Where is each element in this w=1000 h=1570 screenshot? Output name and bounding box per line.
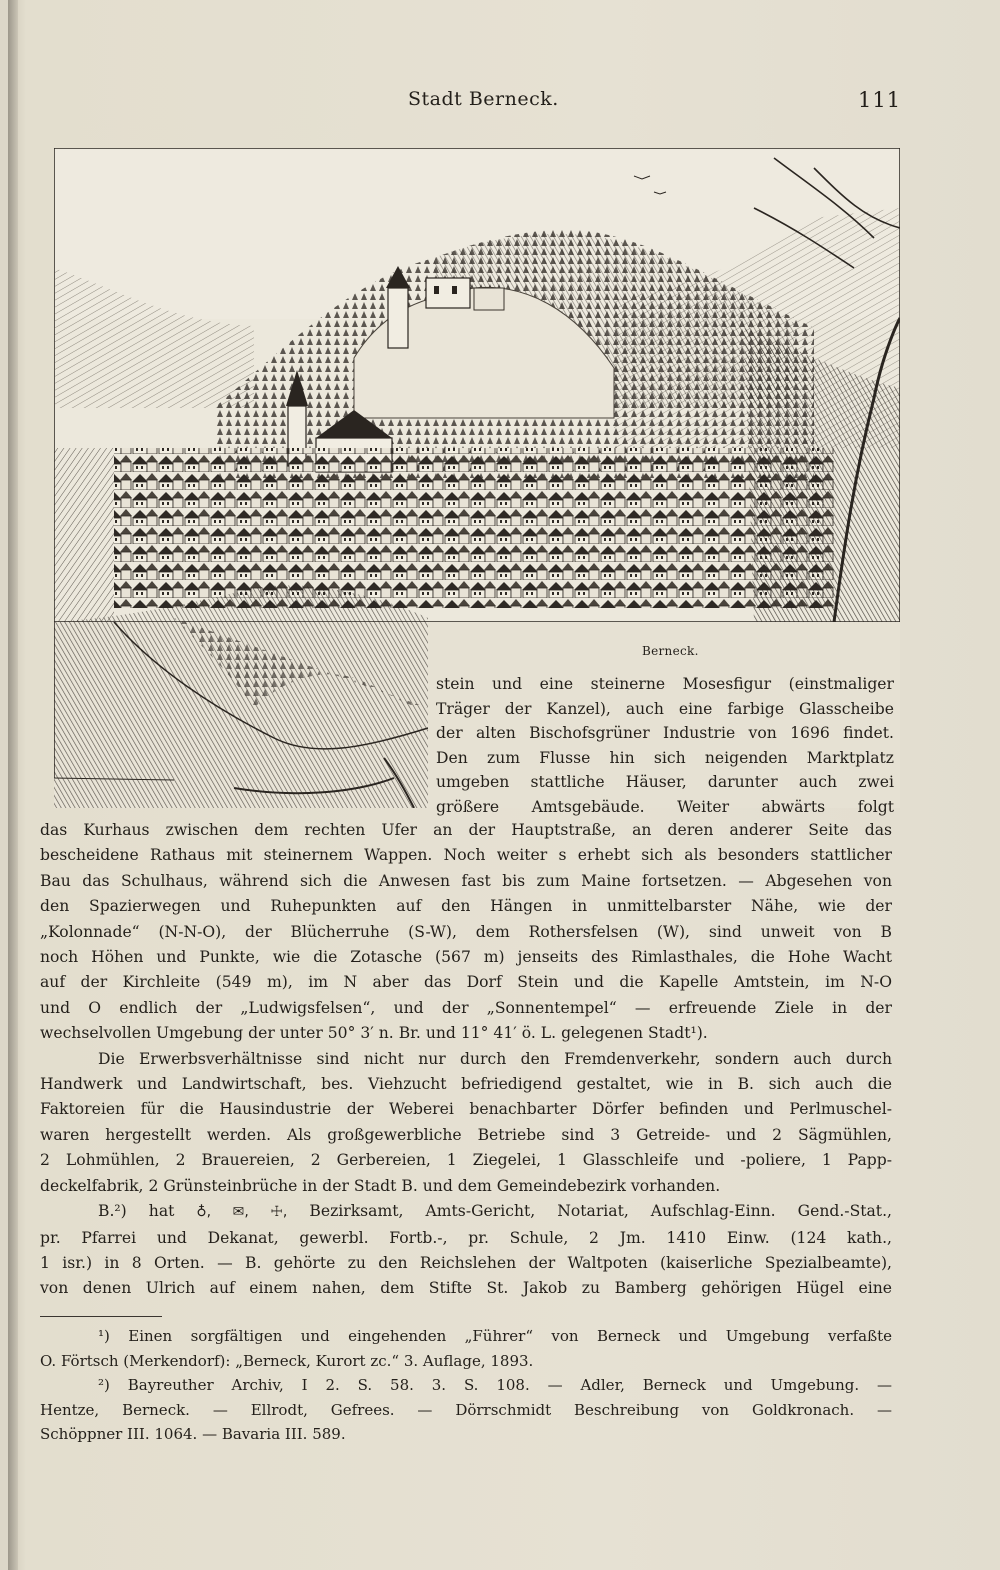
page-number: 111 (858, 88, 902, 112)
footnote-line: ²) Bayreuther Archiv, I 2. S. 58. 3. S. 108. — Adler, Berneck und Umgebung. — (98, 1376, 892, 1395)
footnotes (40, 1324, 892, 1447)
text-line: auf der Kirchleite (549 m), im N aber das Dorf Stein und die Kapelle Amtstein, im N-O (40, 973, 892, 992)
footnote-line: Schöppner III. 1064. — Bavaria III. 589. (40, 1425, 346, 1444)
text-line: stein und eine steinerne Mosesfigur (einstmaliger (436, 675, 894, 693)
text-line: umgeben stattliche Häuser, darunter auch zwei (436, 773, 894, 791)
text-line: Träger der Kanzel), auch eine farbige Glasscheibe (436, 699, 894, 718)
text-line: waren hergestellt werden. Als großgewerbliche Betriebe sind 3 Getreide- und 2 Sägmühlen, (40, 1125, 892, 1144)
paragraph-prefix: B.²) hat (98, 1202, 175, 1221)
text-line: der alten Bischofsgrüner Industrie von 1696 findet. (436, 724, 894, 742)
footnote-line: Hentze, Berneck. — Ellrodt, Gefrees. — Dörrschmidt Beschreibung von Goldkronach. — (40, 1400, 892, 1419)
footnote-line: ¹) Einen sorgfältigen und eingehenden „Führer“ von Berneck und Umgebung verfaßte (98, 1327, 892, 1345)
text-line: Bau das Schulhaus, während sich die Anwesen fast bis zum Maine fortsetzen. — Abgesehen von (40, 871, 892, 890)
text-line: deckelfabrik, 2 Grünsteinbrüche in der Stadt B. und dem Gemeindebezirk vorhanden. (40, 1176, 721, 1195)
illustration-caption: Berneck. (642, 644, 699, 658)
text-line: Die Erwerbsverhältnisse sind nicht nur durch den Fremdenverkehr, sondern auch durch (98, 1049, 892, 1068)
text-line: von denen Ulrich auf einem nahen, dem Stifte St. Jakob zu Bamberg gehörigen Hügel eine (40, 1279, 892, 1298)
text-line: den Spazierwegen und Ruhepunkten auf den Hängen in unmittelbarster Nähe, wie der (40, 897, 892, 916)
text-line: 1 isr.) in 8 Orten. — B. gehörte zu den Reichslehen der Waltpoten (kaiserliche Spezialbeamte), (40, 1253, 892, 1272)
text-line: Handwerk und Landwirtschaft, bes. Viehzucht befriedigend gestaltet, wie in B. sich auch die (40, 1075, 892, 1094)
text-line: noch Höhen und Punkte, wie die Zotasche (567 m) jenseits des Rimlasthales, die Hohe Wacht (40, 948, 892, 967)
main-text (40, 818, 892, 1302)
running-head: Stadt Berneck. (408, 88, 559, 110)
text-line (40, 1199, 892, 1225)
text-line: Faktoreien für die Hausindustrie der Weberei benachbarter Dörfer befinden und Perlmuschel- (40, 1100, 892, 1119)
page-gutter-shadow (8, 0, 18, 1570)
text-line: und O endlich der „Ludwigsfelsen“, und der „Sonnentempel“ — erfreuende Ziele in der (40, 998, 892, 1017)
footnote-divider (40, 1316, 162, 1317)
text-line: das Kurhaus zwischen dem rechten Ufer an der Hauptstraße, an deren anderer Seite das (40, 821, 892, 839)
text-line: größere Amtsgebäude. Weiter abwärts folgt (436, 797, 894, 816)
text-line: pr. Pfarrei und Dekanat, gewerbl. Fortb.-, pr. Schule, 2 Jm. 1410 Einw. (124 kath., (40, 1228, 892, 1247)
text-line: bescheidene Rathaus mit steinernem Wappen. Noch weiter s erhebt sich als besonders stattlicher (40, 846, 892, 865)
text-line: „Kolonnade“ (N-N-O), der Blücherruhe (S-W), dem Rothersfelsen (W), sind unweit von B (40, 922, 892, 941)
map-symbols: ♁, ✉, ☩, (196, 1204, 288, 1221)
text-line: 2 Lohmühlen, 2 Brauereien, 2 Gerbereien, 1 Ziegelei, 1 Glasschleife und -poliere, 1 Papp- (40, 1151, 892, 1170)
book-page (8, 0, 1000, 1570)
paragraph-rest: Bezirksamt, Amts-Gericht, Notariat, Aufschlag-Einn. Gend.-Stat., (309, 1202, 892, 1221)
footnote-line: O. Förtsch (Merkendorf): „Berneck, Kurort zc.“ 3. Auflage, 1893. (40, 1351, 534, 1370)
wrapped-paragraph (436, 672, 894, 819)
text-line: Den zum Flusse hin sich neigenden Marktplatz (436, 748, 894, 767)
text-line: wechselvollen Umgebung der unter 50° 3′ n. Br. und 11° 41′ ö. L. gelegenen Stadt¹). (40, 1024, 708, 1043)
